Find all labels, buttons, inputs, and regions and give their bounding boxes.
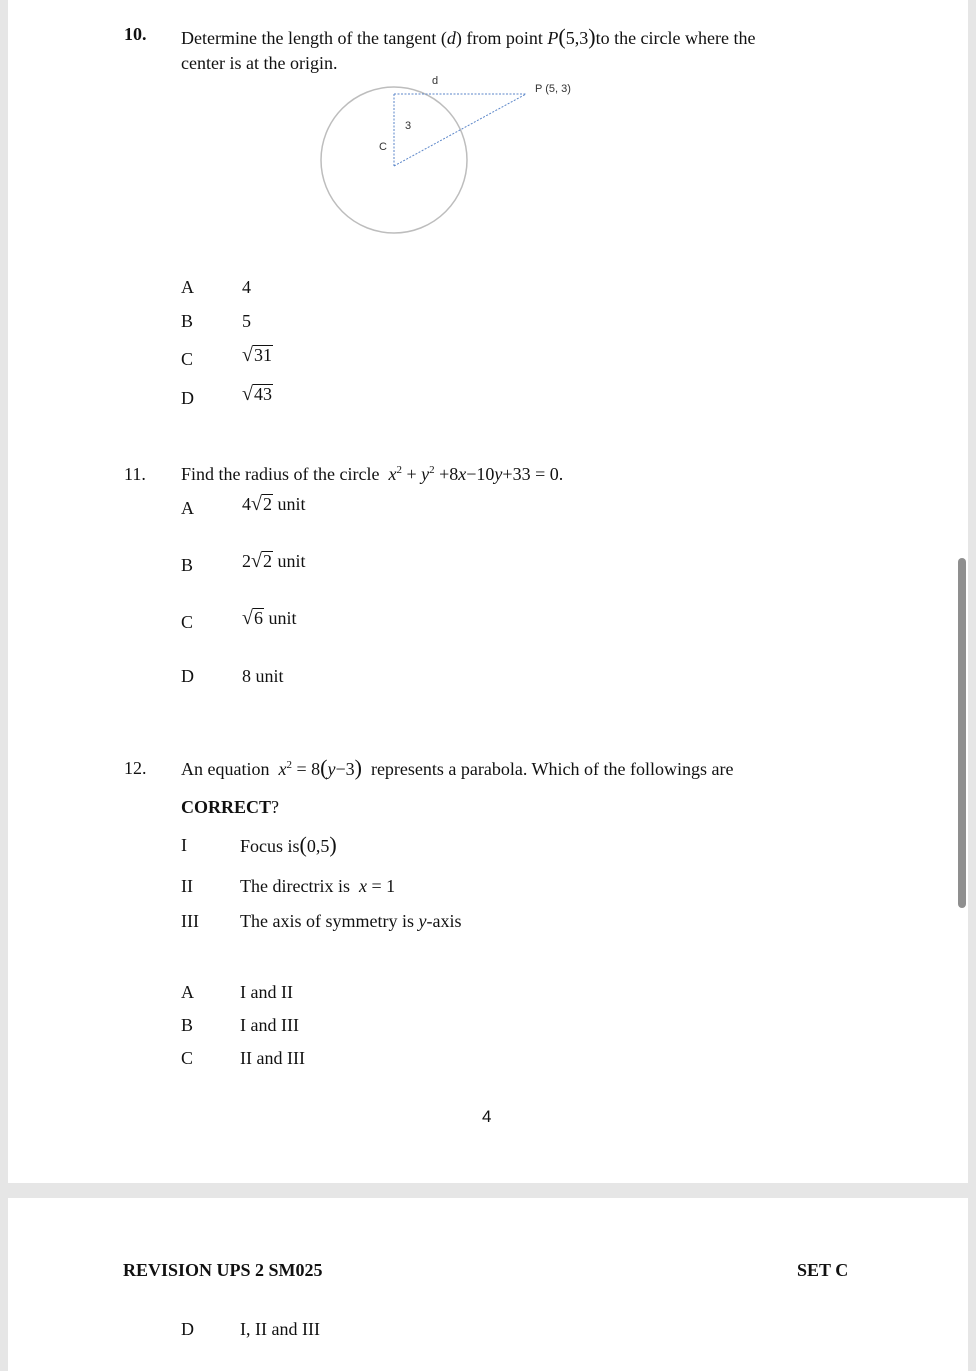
q12-option-b-text: I and III <box>240 1015 299 1035</box>
q10-option-d-letter: D <box>181 388 194 408</box>
q12-statement-3-text: The axis of symmetry is y-axis <box>240 911 462 931</box>
q12-option-d-text: I, II and III <box>240 1319 320 1339</box>
q10-option-b-value: 5 <box>242 311 251 331</box>
q10-option-b-letter: B <box>181 311 194 331</box>
q12-number: 12. <box>124 758 147 778</box>
diagram-label-d: d <box>432 75 439 87</box>
scrollbar[interactable] <box>958 558 966 908</box>
q12-statement-1-text: Focus is(0,5) <box>240 832 337 857</box>
q11-option-c-letter: C <box>181 612 194 632</box>
q10-option-a-letter: A <box>181 277 194 297</box>
q10-circle-diagram <box>308 68 608 238</box>
q12-statement-2-roman: II <box>181 876 193 896</box>
diagram-label-c: C <box>379 141 387 153</box>
q12-option-b-letter: B <box>181 1015 194 1035</box>
q12-statement-2-text: The directrix is x = 1 <box>240 876 396 896</box>
q10-number: 10. <box>124 24 147 44</box>
q11-number: 11. <box>124 464 146 484</box>
q12-option-d-letter: D <box>181 1319 194 1339</box>
q12-statement-1-roman: I <box>181 835 187 855</box>
q12-option-c-letter: C <box>181 1048 194 1068</box>
q10-option-c-letter: C <box>181 349 194 369</box>
diagram-label-3: 3 <box>405 120 412 132</box>
q11-option-a-letter: A <box>181 498 194 518</box>
q10-option-a-value: 4 <box>242 277 251 297</box>
page-2 <box>8 1198 968 1371</box>
q10-text-line2: center is at the origin. <box>181 53 338 73</box>
page-number: 4 <box>482 1107 492 1126</box>
diagram-label-p: P (5, 3) <box>535 83 571 95</box>
q12-option-a-text: I and II <box>240 982 293 1002</box>
q11-option-a-value: 4√2 unit <box>242 493 306 515</box>
q12-text-line1: An equation $x^2 = 8(y-3)$ represents a parabola. Which of the followings are <box>181 755 734 780</box>
q11-option-b-letter: B <box>181 555 194 575</box>
q11-option-d-letter: D <box>181 666 194 686</box>
q10-option-c-value: √31 <box>242 344 272 366</box>
q10-text-line1: Determine the length of the tangent (d) from point P(5,3)to the circle where the <box>181 24 756 49</box>
q12-option-c-text: II and III <box>240 1048 305 1068</box>
q11-option-c-value: √6 unit <box>242 607 297 629</box>
q12-text-line2: CORRECT? <box>181 797 280 817</box>
q11-option-b-value: 2√2 unit <box>242 550 306 572</box>
q10-option-d-value: √43 <box>242 383 272 405</box>
header-left: REVISION UPS 2 SM025 <box>123 1260 323 1280</box>
q12-statement-3-roman: III <box>181 911 199 931</box>
q11-option-d-value: 8 unit <box>242 666 284 686</box>
diagram-line-hyp <box>394 94 526 166</box>
q12-option-a-letter: A <box>181 982 194 1002</box>
header-right: SET C <box>797 1260 849 1280</box>
q11-text: Find the radius of the circle $x^2 + y^2 +8x-10y+33 = 0$. <box>181 464 564 484</box>
page-1 <box>8 0 968 1183</box>
